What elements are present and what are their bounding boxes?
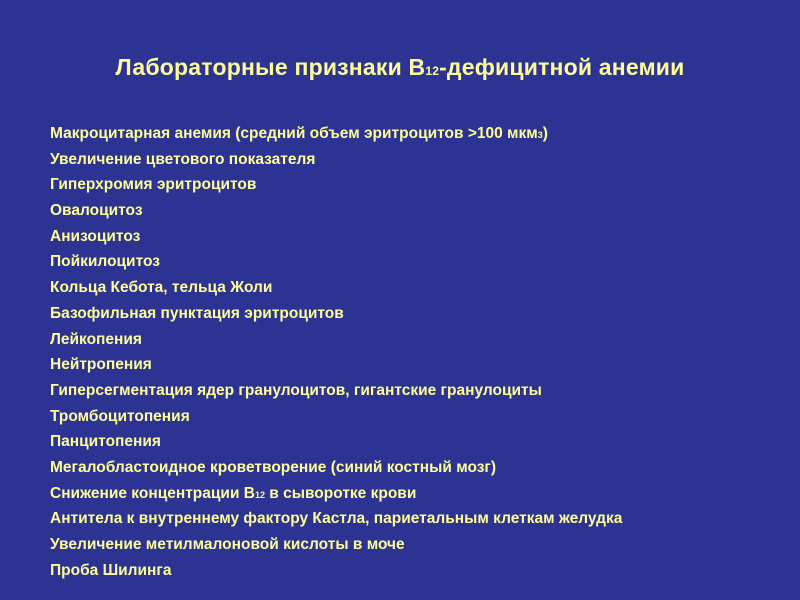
item-text: Кольца Кебота, тельца Жоли [50, 279, 273, 297]
list-item [50, 481, 780, 507]
item-text-after: в сыворотке крови [264, 484, 417, 502]
item-text: Проба Шилинга [50, 561, 172, 579]
title-text-after: -дефицитной анемии [439, 54, 685, 80]
item-text: Снижение концентрации В [50, 484, 255, 502]
item-text: Увеличение цветового показателя [50, 150, 316, 168]
list-item [50, 558, 780, 584]
title-subscript: 12 [425, 64, 440, 78]
list-item [50, 198, 780, 224]
item-subscript: 12 [254, 489, 265, 500]
list-item [50, 455, 780, 481]
item-text: Макроцитарная анемия (средний объем эритроцитов >100 мкм [50, 125, 538, 142]
item-text: Мегалобластоидное кроветворение (синий костный мозг) [50, 458, 497, 476]
list-item [50, 121, 780, 147]
item-text: Тромбоцитопения [50, 407, 190, 425]
list-item [50, 147, 780, 173]
item-text: Панцитопения [50, 433, 161, 451]
list-item [50, 506, 780, 532]
list-item [50, 249, 780, 275]
title-text-before: Лабораторные признаки В [115, 54, 426, 80]
list-item [50, 301, 780, 327]
item-text: Базофильная пунктация эритроцитов [50, 304, 344, 322]
slide-title [0, 54, 800, 81]
list-item [50, 378, 780, 404]
list-item [50, 224, 780, 250]
list-item [50, 275, 780, 301]
list-item [50, 429, 780, 455]
item-text: Гиперсегментация ядер гранулоцитов, гигантские гранулоциты [50, 381, 542, 399]
item-text-after: ) [542, 125, 548, 142]
item-text: Пойкилоцитоз [50, 253, 160, 271]
item-text: Овалоцитоз [50, 202, 143, 220]
item-text: Увеличение метилмалоновой кислоты в моче [50, 536, 405, 553]
list-item [50, 404, 780, 430]
findings-list [50, 121, 780, 583]
item-text: Лейкопения [50, 330, 142, 348]
list-item [50, 532, 780, 558]
item-text: Антитела к внутреннему фактору Кастла, париетальным клеткам желудка [50, 510, 623, 528]
item-subscript: 3 [537, 130, 543, 140]
list-item [50, 352, 780, 378]
list-item [50, 172, 780, 198]
list-item [50, 327, 780, 353]
item-text: Гиперхромия эритроцитов [50, 176, 257, 194]
item-text: Анизоцитоз [50, 227, 141, 245]
item-text: Нейтропения [50, 356, 152, 374]
